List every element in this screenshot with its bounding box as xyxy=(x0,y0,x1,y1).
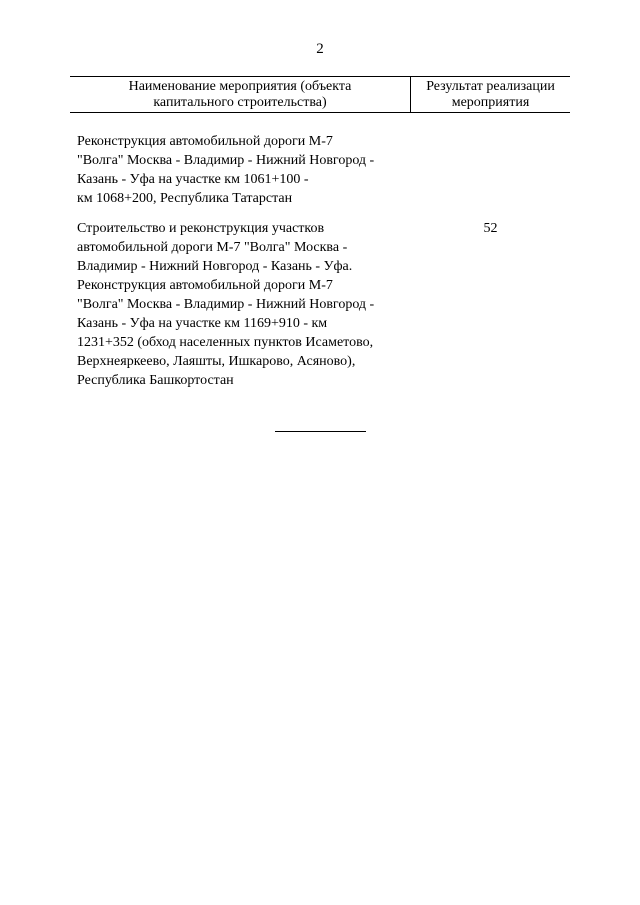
row-result-cell: 52 xyxy=(483,221,498,236)
row-name-cell: Строительство и реконструкция участков автомобильной дороги М-7 "Волга" Москва - Владимир - Нижний Новгород - Казань - Уфа. Реконструкция автомобильной дороги М-7 "Волга" Москва - Владимир - Нижний Новгород - Казань - Уфа на участке км 1169+910 - км 1231+352 (обход населенных пунктов Исаметово, Верхнеяркеево, Лаяшты, Ишкарово, Асяново), Республика Башкортостан xyxy=(77,221,375,388)
column-header-name-text: Наименование мероприятия (объекта капитального строительства) xyxy=(128,79,352,110)
column-header-result xyxy=(411,77,570,112)
column-header-result-text: Результат реализации мероприятия xyxy=(426,79,555,110)
row-name-cell: Реконструкция автомобильной дороги М-7 "Волга" Москва - Владимир - Нижний Новгород - Казань - Уфа на участке км 1061+100 - км 1068+200, Республика Татарстан xyxy=(77,134,375,206)
table-header xyxy=(70,76,570,113)
page-number: 2 xyxy=(316,41,324,57)
table-row xyxy=(77,219,570,390)
column-header-name xyxy=(70,77,411,112)
end-of-document-rule xyxy=(275,431,366,432)
table-row xyxy=(77,132,570,208)
row-result-cell xyxy=(411,132,570,208)
